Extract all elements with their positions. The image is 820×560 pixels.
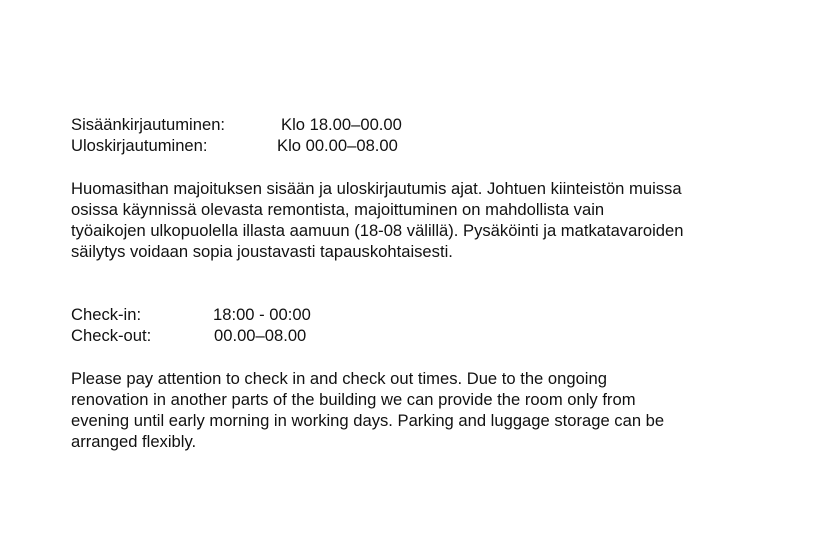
document-body (71, 114, 771, 452)
finnish-checkin-row (71, 114, 771, 135)
finnish-checkout-value: Klo 00.00–08.00 (277, 136, 398, 155)
finnish-checkout-row (71, 135, 771, 156)
finnish-checkin-value: Klo 18.00–00.00 (281, 115, 402, 134)
english-checkout-label: Check-out: (71, 326, 152, 345)
finnish-paragraph-line: työaikojen ulkopuolella illasta aamuun (18-08 välillä). Pysäköinti ja matkatavaroiden (71, 221, 684, 240)
english-paragraph-line: renovation in another parts of the building we can provide the room only from (71, 390, 636, 409)
english-times (71, 304, 771, 346)
english-checkin-value: 18:00 - 00:00 (213, 305, 311, 324)
finnish-checkout-label: Uloskirjautuminen: (71, 136, 208, 155)
english-checkin-row (71, 304, 771, 325)
english-paragraph-line: arranged flexibly. (71, 432, 197, 451)
english-paragraph-line: evening until early morning in working days. Parking and luggage storage can be (71, 411, 665, 430)
finnish-paragraph-line: osissa käynnissä olevasta remontista, majoittuminen on mahdollista vain (71, 200, 605, 219)
finnish-paragraph (71, 178, 771, 262)
english-paragraph-line: Please pay attention to check in and check out times. Due to the ongoing (71, 369, 607, 388)
english-checkout-row (71, 325, 771, 346)
english-checkout-value: 00.00–08.00 (214, 326, 307, 345)
finnish-paragraph-line: säilytys voidaan sopia joustavasti tapauskohtaisesti. (71, 242, 453, 261)
english-paragraph (71, 368, 771, 452)
finnish-times (71, 114, 771, 156)
finnish-paragraph-line: Huomasithan majoituksen sisään ja uloskirjautumis ajat. Johtuen kiinteistön muissa (71, 179, 682, 198)
finnish-checkin-label: Sisäänkirjautuminen: (71, 115, 226, 134)
english-checkin-label: Check-in: (71, 305, 142, 324)
